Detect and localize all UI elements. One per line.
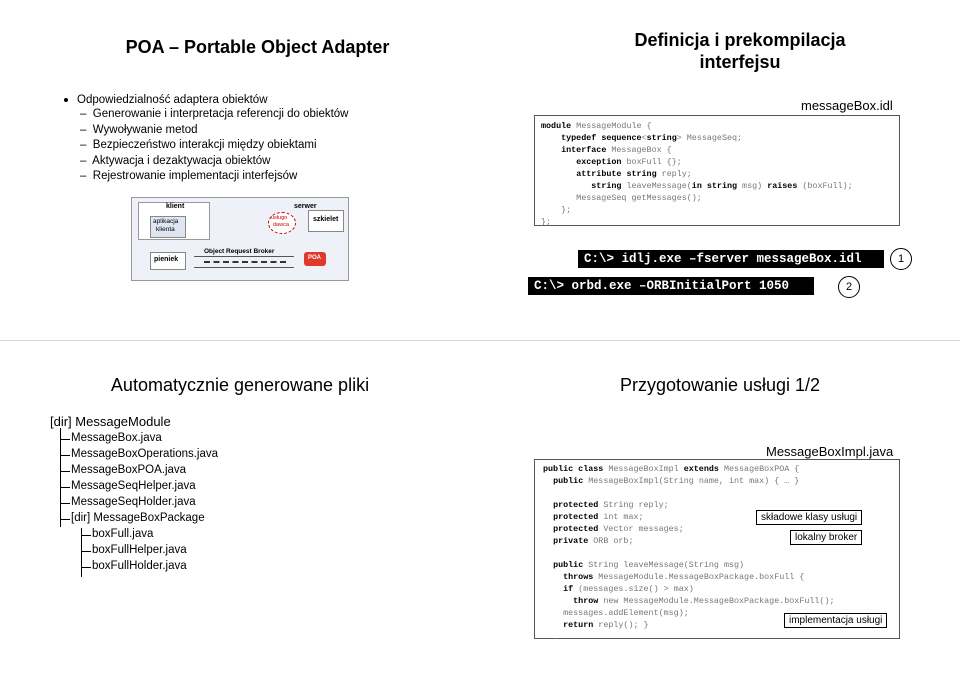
tree-file-item: MessageBoxPOA.java bbox=[71, 464, 187, 476]
slide3-title: Automatycznie generowane pliki bbox=[110, 375, 370, 395]
sub-bullet-item: – Bezpieczeństwo interakcji między obiektami bbox=[80, 139, 317, 151]
step-1-badge: 1 bbox=[890, 248, 912, 270]
slide4-title: Przygotowanie usługi 1/2 bbox=[619, 375, 821, 395]
tree-file-item: MessageSeqHelper.java bbox=[71, 480, 196, 492]
servant-label: usługo bbox=[271, 215, 288, 221]
tree-line bbox=[60, 428, 61, 527]
file-tree bbox=[50, 414, 250, 584]
row-divider-top bbox=[0, 340, 960, 341]
broker-note: lokalny broker bbox=[790, 530, 862, 545]
stub-label: pieniek bbox=[154, 256, 179, 263]
slide2-title-line2: interfejsu bbox=[699, 52, 781, 72]
idl-code-box bbox=[534, 115, 900, 226]
idl-filename: messageBox.idl bbox=[801, 98, 893, 113]
tree-line bbox=[60, 439, 70, 440]
dash-icon: – bbox=[80, 123, 93, 136]
impl-code: public class MessageBoxImpl extends MessageBoxPOA { public MessageBoxImpl(String name, int max) { … } protected String reply; protected int max; protected Vector messages; private ORB orb; public String leaveMessage(String msg) throws MessageModule.MessageBoxPackage.boxFull { if (messages.size() > max) throw new MessageModule.MessageBoxPackage.boxFull(); messages.addElement(msg); return reply(); } … bbox=[543, 464, 835, 642]
client-app-label2: klienta bbox=[156, 226, 175, 233]
tree-file-item: boxFullHelper.java bbox=[92, 544, 187, 556]
slide1-title: POA – Portable Object Adapter bbox=[125, 37, 390, 57]
impl-code-box bbox=[534, 459, 900, 642]
fields-note: składowe klasy usługi bbox=[756, 510, 862, 525]
slide2-title bbox=[570, 29, 910, 73]
client-app-label: aplikacja bbox=[153, 218, 179, 225]
dash-icon: – bbox=[80, 154, 93, 167]
orb-label: Object Request Broker bbox=[204, 248, 275, 255]
sub-bullet-item: – Rejestrowanie implementacji interfejsów bbox=[80, 170, 298, 182]
tree-file-item: MessageBoxOperations.java bbox=[71, 448, 219, 460]
sub-bullet-item: – Wywoływanie metod bbox=[80, 123, 198, 136]
main-bullet: Odpowiedzialność adaptera obiektów bbox=[64, 94, 349, 106]
slide2-title-line1: Definicja i prekompilacja bbox=[634, 30, 846, 50]
tree-file-item: MessageSeqHolder.java bbox=[71, 496, 196, 508]
corba-diagram bbox=[131, 197, 349, 281]
impl-note: implementacja usługi bbox=[784, 613, 887, 628]
sub-bullet-item: – Aktywacja i dezaktywacja obiektów bbox=[80, 154, 271, 167]
orb-pipe-dash bbox=[204, 261, 286, 263]
dash-icon: – bbox=[80, 108, 93, 120]
bullet-dot-icon bbox=[64, 98, 68, 102]
dash-icon: – bbox=[80, 139, 93, 151]
tree-line bbox=[60, 455, 70, 456]
tree-line bbox=[81, 567, 91, 568]
slide1-bullets bbox=[64, 94, 349, 185]
sub-bullet-item: – Generowanie i interpretacja referencji do obiektów bbox=[80, 108, 349, 120]
server-label: serwer bbox=[294, 203, 317, 210]
servant-label2: dawca bbox=[273, 222, 289, 228]
tree-dir-item: [dir] MessageBoxPackage bbox=[71, 512, 205, 524]
tree-line bbox=[81, 551, 91, 552]
tree-file-item: boxFull.java bbox=[92, 528, 154, 540]
tree-line bbox=[60, 503, 70, 504]
impl-filename: MessageBoxImpl.java bbox=[766, 444, 894, 459]
idl-code: module MessageModule { typedef sequence<string> MessageSeq; interface MessageBox { exception boxFull {}; attribute string reply; string leaveMessage(in string msg) raises (boxFull); MessageSeq getMessages(); }; }; bbox=[541, 121, 853, 227]
tree-line bbox=[60, 519, 70, 520]
orbd-command: C:\> orbd.exe –ORBInitialPort 1050 bbox=[528, 277, 814, 295]
tree-dir-item: [dir] MessageModule bbox=[50, 414, 171, 429]
tree-file-item: MessageBox.java bbox=[71, 432, 162, 444]
client-label: klient bbox=[166, 203, 185, 210]
tree-line bbox=[60, 471, 70, 472]
tree-file-item: boxFullHolder.java bbox=[92, 560, 187, 572]
tree-line bbox=[60, 487, 70, 488]
dash-icon: – bbox=[80, 170, 93, 182]
poa-label: POA bbox=[308, 255, 322, 261]
tree-line bbox=[81, 535, 91, 536]
sub-bullet-list bbox=[80, 107, 349, 185]
step-2-badge: 2 bbox=[838, 276, 860, 298]
idlj-command: C:\> idlj.exe –fserver messageBox.idl bbox=[578, 250, 884, 268]
skeleton-label: szkielet bbox=[313, 216, 339, 223]
